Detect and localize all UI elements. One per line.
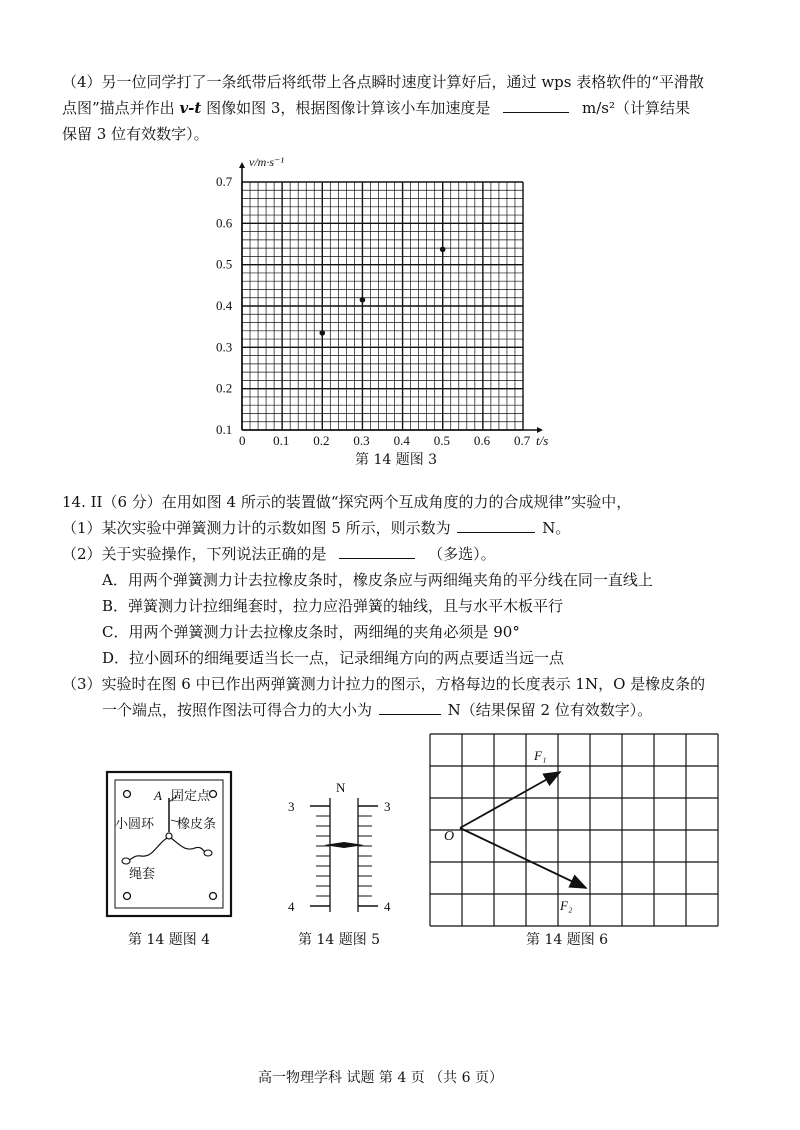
q14-part3-text: 一个端点，按照作图法可得合力的大小为	[102, 701, 373, 719]
board-pin-bottom-right	[210, 893, 217, 900]
fig4-label-fixed-point: 固定点	[171, 788, 211, 803]
q14-part1-unit: N。	[542, 519, 571, 537]
board-outer-frame	[107, 772, 231, 916]
vt-y-tick-label: 0.5	[216, 256, 233, 272]
q14-part2-text: （2）关于实验操作，下列说法正确的是	[62, 545, 327, 563]
force-label-O: O	[444, 829, 455, 844]
fig5-caption: 第 14 题图 5	[298, 932, 381, 948]
force-grid-lines	[430, 734, 718, 926]
q14-part1	[62, 518, 570, 538]
fig5-spring-scale	[280, 778, 410, 918]
page-footer: 高一物理学科 试题 第 4 页 （共 6 页）	[258, 1070, 503, 1086]
force-label-F1: F₁	[534, 748, 547, 763]
vt-data-point	[319, 330, 325, 336]
fig4-label-ring: 小圆环	[115, 816, 155, 831]
force-F1-arrow	[460, 772, 560, 828]
vt-x-tick-label: 0.6	[473, 433, 491, 448]
board-pin-top-right	[210, 791, 217, 798]
force-F2-arrow	[460, 828, 586, 888]
q14-option-c: C．用两个弹簧测力计去拉橡皮条时，两细绳的夹角必须是 90°	[102, 623, 520, 641]
fig4-caption: 第 14 题图 4	[128, 932, 211, 948]
board-pin-top-left	[124, 791, 131, 798]
vt-x-tick-label: 0.4	[393, 433, 410, 448]
q14-option-b: B．弹簧测力计拉细绳套时，拉力应沿弹簧的轴线，且与水平木板平行	[102, 597, 564, 615]
scale-label-4-left: 4	[288, 899, 295, 914]
vt-y-axis-label: v/m·s⁻¹	[249, 155, 284, 169]
board-pin-bottom-left	[124, 893, 131, 900]
q4-line1-text: （4）另一位同学打了一条纸带后将纸带上各点瞬时速度计算好后，通过 wps 表格软件的“平滑散	[62, 73, 704, 91]
scale-label-4-right: 4	[384, 899, 391, 914]
vt-x-axis-label: t/s	[536, 433, 549, 448]
vt-data-point	[440, 247, 446, 253]
vt-x-tick-label: 0.3	[353, 433, 370, 448]
q14-part2-note: （多选）。	[428, 545, 496, 563]
q14-option-a: A．用两个弹簧测力计去拉橡皮条时，橡皮条应与两细绳夹角的平分线在同一直线上	[102, 571, 653, 589]
vt-chart-grid	[242, 182, 523, 430]
force-label-F2: F₂	[560, 898, 573, 913]
q14-option-d: D．拉小圆环的细绳要适当长一点，记录细绳方向的两点要适当远一点	[102, 649, 565, 667]
q14-part1-answer-blank[interactable]	[457, 518, 535, 533]
fig4-label-loop: 绳套	[129, 866, 156, 881]
q14-part2	[62, 544, 496, 564]
vt-y-tick-label: 0.3	[216, 339, 233, 355]
q14-part3-note: N（结果保留 2 位有效数字）。	[447, 701, 653, 719]
q4-line2-text-a: 点图”描点并作出	[62, 99, 180, 117]
fig3-caption: 第 14 题图 3	[355, 452, 438, 468]
fig4-label-band: 橡皮条	[177, 816, 217, 831]
string-loop-left	[122, 858, 130, 864]
vt-origin-label: 0	[239, 433, 246, 448]
vt-y-tick-label: 0.7	[216, 174, 233, 189]
vt-y-tick-label: 0.2	[216, 380, 233, 396]
string-loop-right	[204, 850, 212, 856]
q4-line2-text-b: 图像如图 3，根据图像计算该小车加速度是	[201, 99, 491, 117]
fig4-label-A: A	[154, 788, 162, 803]
vt-x-tick-label: 0.1	[273, 433, 290, 448]
q4-line3-text: 保留 3 位有效数字）。	[62, 125, 209, 143]
q14-part2-answer-blank[interactable]	[339, 544, 415, 559]
q14-part1-text: （1）某次实验中弹簧测力计的示数如图 5 所示，则示数为	[62, 519, 451, 537]
q14-part3-line1: （3）实验时在图 6 中已作出两弹簧测力计拉力的图示，方格每边的长度表示 1N，O 是橡皮条的	[62, 675, 706, 693]
string-right	[171, 838, 205, 852]
q14-header: 14. II（6 分）在用如图 4 所示的装置做“探究两个互成角度的力的合成规律”实验中，	[62, 493, 632, 511]
vt-x-tick-label: 0.2	[313, 433, 330, 448]
scale-label-3-right: 3	[384, 799, 391, 814]
vt-y-axis-arrow	[239, 162, 245, 168]
q4-vt-symbol: v-t	[179, 99, 202, 117]
vt-y-tick-label: 0.1	[216, 422, 233, 437]
fig6-caption: 第 14 题图 6	[526, 932, 609, 948]
scale-unit-label: N	[336, 780, 346, 795]
string-left	[129, 838, 167, 860]
vt-y-tick-label: 0.6	[216, 215, 233, 231]
vt-y-tick-label: 0.4	[216, 298, 233, 313]
scale-tick-marks	[310, 806, 378, 906]
scale-label-3-left: 3	[288, 799, 295, 814]
q14-part3-answer-blank[interactable]	[379, 700, 441, 715]
q4-line2-unit: m/s²（计算结果	[581, 99, 690, 117]
fig4-apparatus-diagram	[105, 770, 235, 920]
fig6-force-grid	[426, 730, 726, 930]
vt-data-point	[360, 297, 366, 303]
vt-x-tick-label: 0.5	[433, 433, 450, 448]
vt-x-tick-label: 0.7	[514, 433, 531, 448]
q14-part3-line2	[102, 700, 652, 720]
